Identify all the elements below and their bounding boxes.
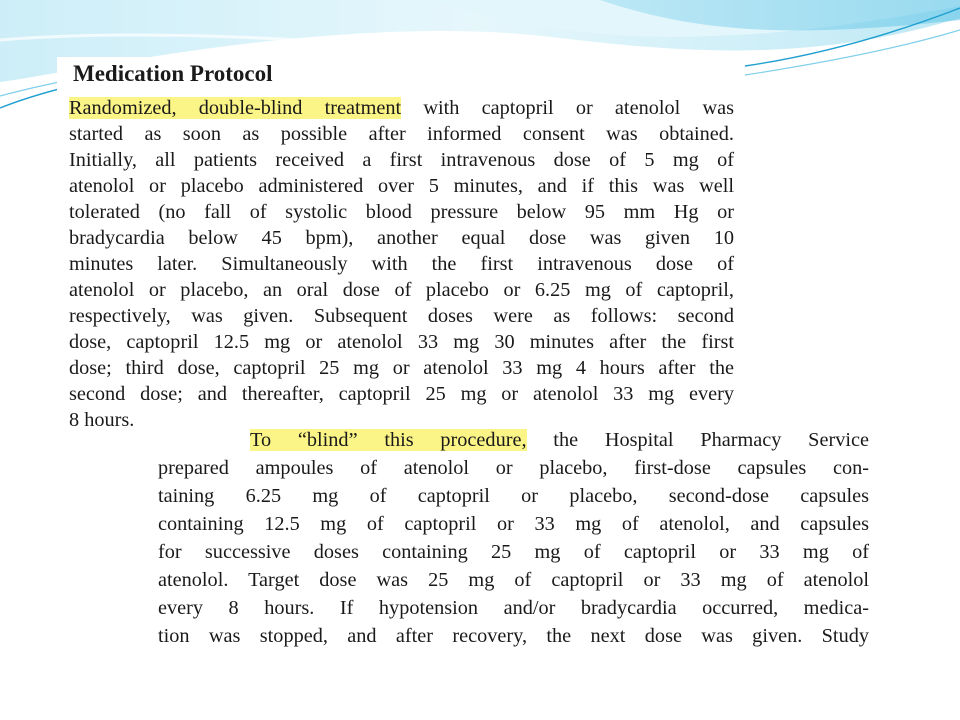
text-line: started as soon as possible after informed consent was obtained. xyxy=(69,123,734,145)
text-line: taining 6.25 mg of captopril or placebo, second-dose capsules xyxy=(158,485,869,507)
text-line: tolerated (no fall of systolic blood pressure below 95 mm Hg or xyxy=(69,201,734,223)
text-line: Initially, all patients received a first intravenous dose of 5 mg of xyxy=(69,149,734,171)
text-line: 8 hours. xyxy=(69,409,135,431)
text-span: the Hospital Pharmacy Service xyxy=(526,429,870,451)
text-line: bradycardia below 45 bpm), another equal dose was given 10 xyxy=(69,227,734,249)
highlighted-phrase: To “blind” this procedure, xyxy=(250,429,527,451)
section-heading: Medication Protocol xyxy=(73,61,273,86)
highlighted-phrase: Randomized, double-blind treatment xyxy=(69,97,402,119)
text-line: respectively, was given. Subsequent doses were as follows: second xyxy=(69,305,734,327)
blinding-excerpt-image xyxy=(150,424,877,664)
text-line: for successive doses containing 25 mg of captopril or 33 mg of xyxy=(158,541,869,563)
text-line: prepared ampoules of atenolol or placebo, first-dose capsules con- xyxy=(158,457,869,479)
text-line: every 8 hours. If hypotension and/or bradycardia occurred, medica- xyxy=(158,597,869,619)
text-line xyxy=(250,427,869,453)
text-line: atenolol. Target dose was 25 mg of captopril or 33 mg of atenolol xyxy=(158,569,869,591)
text-line: atenolol or placebo administered over 5 minutes, and if this was well xyxy=(69,175,734,197)
text-line: minutes later. Simultaneously with the first intravenous dose of xyxy=(69,253,734,275)
text-line: containing 12.5 mg of captopril or 33 mg of atenolol, and capsules xyxy=(158,513,869,535)
text-line: second dose; and thereafter, captopril 25 mg or atenolol 33 mg every xyxy=(69,383,734,405)
text-line: dose, captopril 12.5 mg or atenolol 33 mg 30 minutes after the first xyxy=(69,331,734,353)
text-line xyxy=(69,95,734,121)
text-span: with captopril or atenolol was xyxy=(401,97,734,119)
text-line: atenolol or placebo, an oral dose of placebo or 6.25 mg of captopril, xyxy=(69,279,734,301)
protocol-excerpt-image xyxy=(57,57,743,447)
text-line: tion was stopped, and after recovery, the next dose was given. Study xyxy=(158,625,869,647)
text-line: dose; third dose, captopril 25 mg or atenolol 33 mg 4 hours after the xyxy=(69,357,734,379)
